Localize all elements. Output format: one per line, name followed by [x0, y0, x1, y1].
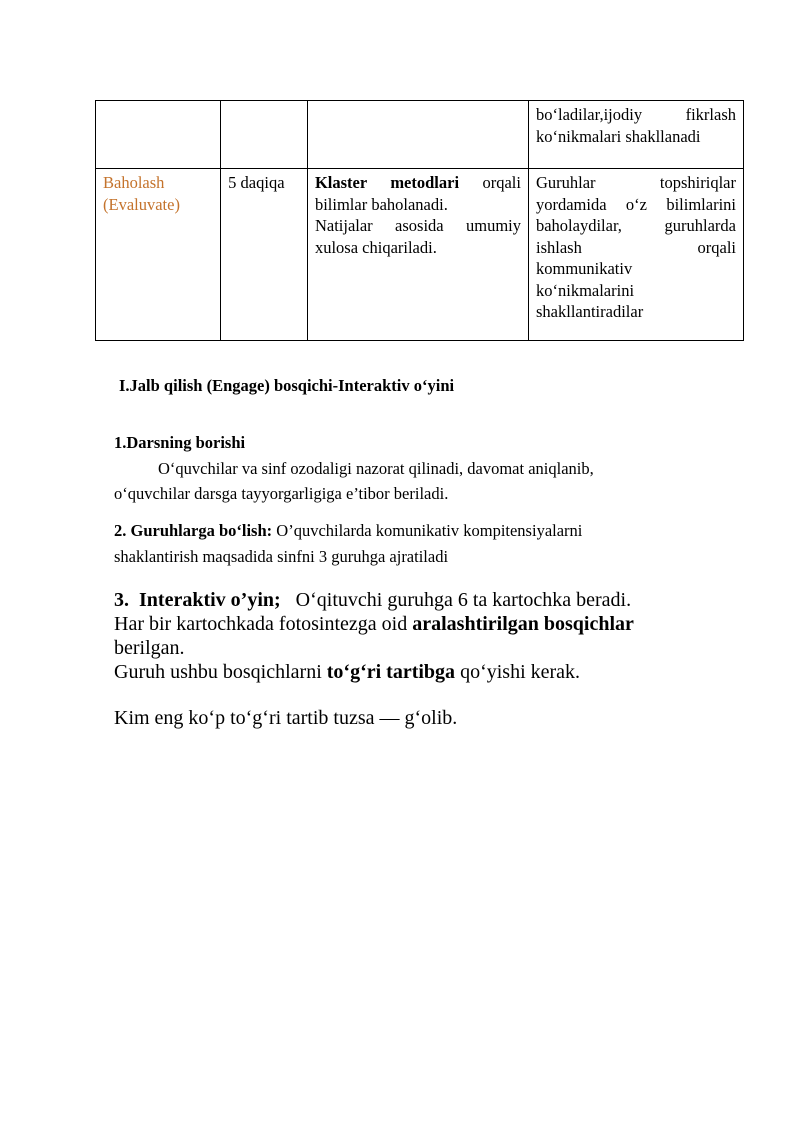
step3-line [114, 588, 714, 612]
lesson-table [95, 100, 744, 341]
table-cell-time [221, 169, 308, 341]
step3-emphasis: aralashtirilgan bosqichlar [412, 613, 634, 635]
result-text-line: Guruhlar topshiriqlar [535, 173, 736, 192]
result-text-line: bo‘ladilar,ijodiy fikrlash [535, 105, 736, 124]
table-cell-method [307, 101, 528, 169]
step1-title: 1.Darsning borishi [114, 433, 246, 452]
step3-text: Har bir kartochkada fotosintezga oid [114, 613, 413, 635]
step1-line: o‘quvchilar darsga tayyorgarligiga e’tibor beriladi. [114, 484, 449, 503]
method-name: Klaster metodlari [314, 173, 460, 192]
method-text-line: xulosa chiqariladi. [314, 237, 437, 257]
table-row [96, 101, 744, 169]
table-cell-result [528, 101, 743, 169]
step3-paragraph [114, 588, 714, 684]
result-text-line: ko‘nikmalari shakllanadi [535, 126, 701, 146]
result-text-line: ishlash orqali [535, 237, 736, 257]
step2-text: O’quvchilarda komunikativ kompitensiyalarni [272, 521, 583, 540]
method-text-line: bilimlar baholanadi. [314, 194, 448, 214]
table-cell-stage [96, 101, 221, 169]
winner-rule: Kim eng ko‘p to‘g‘ri tartib tuzsa — g‘olib. [114, 707, 458, 729]
step3-text: qo‘yishi kerak. [455, 661, 581, 683]
stage-name: Baholash [103, 173, 165, 192]
step3-line: berilgan. [114, 637, 185, 659]
method-text: orqali [459, 173, 521, 192]
section-title: I.Jalb qilish (Engage) bosqichi-Interaktiv o‘yini [119, 376, 455, 395]
step3-line [114, 612, 714, 636]
step3-number: 3. [114, 589, 129, 611]
step3-text: O‘qituvchi guruhga 6 ta kartochka beradi. [295, 589, 632, 611]
result-text-line: shakllantiradilar [535, 302, 644, 321]
step3-text: Guruh ushbu bosqichlarni [114, 661, 327, 683]
method-text-line [315, 172, 521, 194]
step2-label: 2. Guruhlarga bo‘lish: [114, 521, 273, 540]
step2-paragraph [114, 518, 714, 570]
stage-name-english: (Evaluvate) [103, 194, 180, 214]
step3-emphasis: to‘g‘ri tartibga [326, 661, 456, 683]
table-cell-stage [96, 169, 221, 341]
result-text-line: ko‘nikmalarini [535, 280, 635, 300]
step2-text: shaklantirish maqsadida sinfni 3 guruhga ajratiladi [114, 547, 449, 566]
step1-line: O‘quvchilar va sinf ozodaligi nazorat qilinadi, davomat aniqlanib, [158, 459, 594, 478]
table-cell-method [307, 169, 528, 341]
result-text-line: kommunikativ [535, 259, 633, 278]
step3-line [114, 660, 714, 684]
stage-duration: 5 daqiqa [228, 173, 285, 192]
table-row [96, 169, 744, 341]
table-cell-result [528, 169, 743, 341]
result-text-line: yordamida o‘z bilimlarini [535, 194, 736, 214]
result-text-line: baholaydilar, guruhlarda [535, 216, 736, 235]
step1-text [114, 456, 694, 506]
table-cell-time [221, 101, 308, 169]
step3-label: Interaktiv o’yin; [139, 589, 281, 611]
method-text-line: Natijalar asosida umumiy [314, 216, 521, 235]
